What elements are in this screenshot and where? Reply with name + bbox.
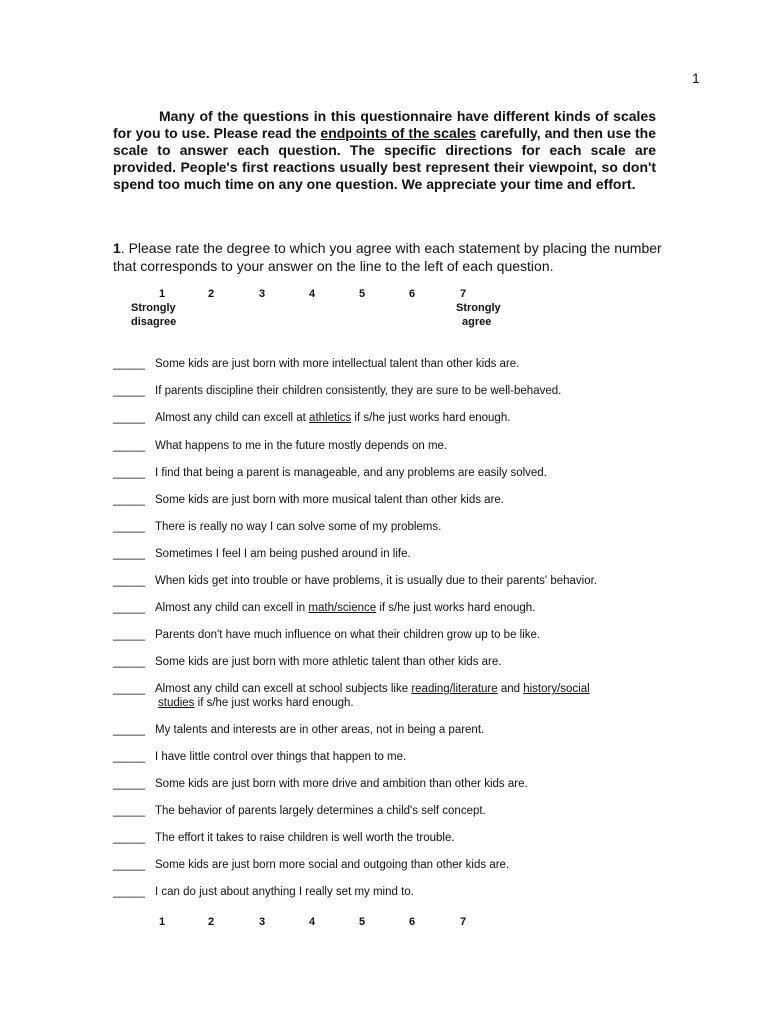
statement-text: Some kids are just born with more intellectual talent than other kids are.	[155, 358, 520, 370]
statement-text	[155, 411, 673, 425]
statement-item	[113, 601, 673, 628]
answer-blank[interactable]: _____	[113, 778, 145, 790]
statement-text: Some kids are just born with more athletic talent than other kids are.	[155, 656, 502, 668]
statement-text: The effort it takes to raise children is well worth the trouble.	[155, 832, 455, 844]
statement-text-part: if s/he just works hard enough.	[376, 602, 536, 614]
statement-item	[113, 628, 673, 655]
statement-text: If parents discipline their children consistently, they are sure to be well-behaved.	[155, 385, 562, 397]
scale-number-5: 5	[359, 916, 366, 928]
scale-number-4: 4	[309, 916, 316, 928]
answer-blank[interactable]: _____	[113, 602, 145, 614]
statement-text: Some kids are just born more social and outgoing than other kids are.	[155, 859, 510, 871]
statement-text: When kids get into trouble or have problems, it is usually due to their parents' behavior.	[155, 575, 597, 587]
statement-item	[113, 750, 673, 777]
scale-number-2: 2	[208, 288, 215, 300]
answer-blank[interactable]: _____	[113, 886, 145, 898]
statement-text: I find that being a parent is manageable, and any problems are easily solved.	[155, 467, 547, 479]
statement-text-part: if s/he just works hard enough.	[194, 697, 354, 709]
statement-text: Sometimes I feel I am being pushed around in life.	[155, 548, 411, 560]
scale-low-label-line1: Strongly	[131, 302, 176, 314]
answer-blank[interactable]: _____	[113, 724, 145, 736]
answer-blank[interactable]: _____	[113, 358, 145, 370]
scale-bottom	[0, 916, 770, 932]
intro-text-2: carefully, and then use the scale to answer each question. The specific directions for each scale are provided. People's first reactions usually best represent their viewpoint, so don't spend too much time on any one question. We appreciate your time and effort.	[113, 125, 657, 192]
scale-number-1: 1	[159, 288, 166, 300]
statement-item	[113, 831, 673, 858]
statement-item	[113, 466, 673, 493]
statement-list	[113, 357, 673, 912]
statement-text: Some kids are just born with more drive and ambition than other kids are.	[155, 778, 528, 790]
statement-item	[113, 723, 673, 750]
statement-text: I can do just about anything I really set my mind to.	[155, 886, 414, 898]
statement-text: What happens to me in the future mostly depends on me.	[155, 440, 448, 452]
statement-text-part: if s/he just works hard enough.	[351, 412, 511, 424]
scale-number-4: 4	[309, 288, 316, 300]
scale-number-3: 3	[259, 288, 266, 300]
statement-text: Parents don't have much influence on what their children grow up to be like.	[155, 629, 541, 641]
statement-item	[113, 384, 673, 411]
scale-number-6: 6	[409, 916, 416, 928]
intro-paragraph	[113, 108, 656, 193]
statement-item	[113, 574, 673, 601]
scale-low-label-line2: disagree	[131, 316, 177, 328]
answer-blank[interactable]: _____	[113, 656, 145, 668]
statement-text-part: Almost any child can excell at school subjects like	[155, 683, 412, 695]
statement-item	[113, 777, 673, 804]
statement-text	[155, 682, 673, 710]
statement-item	[113, 411, 673, 439]
statement-item	[113, 493, 673, 520]
statement-item	[113, 682, 673, 723]
statement-text: There is really no way I can solve some of my problems.	[155, 521, 442, 533]
scale-high-label-line1: Strongly	[456, 302, 501, 314]
answer-blank[interactable]: _____	[113, 751, 145, 763]
answer-blank[interactable]: _____	[113, 575, 145, 587]
answer-blank[interactable]: _____	[113, 412, 145, 424]
statement-underlined-text: studies	[158, 697, 195, 709]
scale-number-2: 2	[208, 916, 215, 928]
answer-blank[interactable]: _____	[113, 629, 145, 641]
statement-text: Some kids are just born with more musical talent than other kids are.	[155, 494, 504, 506]
scale-high-label-line2: agree	[462, 316, 492, 328]
statement-text-part: Almost any child can excell at	[155, 412, 310, 424]
scale-top	[0, 288, 770, 334]
answer-blank[interactable]: _____	[113, 494, 145, 506]
scale-number-1: 1	[159, 916, 166, 928]
answer-blank[interactable]: _____	[113, 805, 145, 817]
intro-underlined-text: endpoints of the scales	[320, 125, 477, 141]
statement-text	[155, 601, 673, 615]
statement-item	[113, 357, 673, 384]
scale-number-5: 5	[359, 288, 366, 300]
question-1-instructions	[113, 239, 673, 275]
answer-blank[interactable]: _____	[113, 683, 145, 695]
scale-number-7: 7	[460, 288, 467, 300]
statement-text-line2	[155, 696, 673, 710]
answer-blank[interactable]: _____	[113, 859, 145, 871]
statement-item	[113, 858, 673, 885]
answer-blank[interactable]: _____	[113, 832, 145, 844]
statement-item	[113, 804, 673, 831]
answer-blank[interactable]: _____	[113, 440, 145, 452]
statement-item	[113, 655, 673, 682]
scale-number-7: 7	[460, 916, 467, 928]
question-number: 1	[113, 240, 121, 256]
statement-underlined-text: reading/literature	[411, 683, 498, 695]
statement-text: The behavior of parents largely determines a child's self concept.	[155, 805, 486, 817]
answer-blank[interactable]: _____	[113, 385, 145, 397]
scale-number-3: 3	[259, 916, 266, 928]
statement-item	[113, 439, 673, 466]
statement-item	[113, 885, 673, 912]
scale-number-6: 6	[409, 288, 416, 300]
statement-item	[113, 547, 673, 574]
statement-underlined-text: history/social	[523, 683, 590, 695]
answer-blank[interactable]: _____	[113, 467, 145, 479]
intro-text-1: Many of the questions in this questionnaire have different kinds of scales for you to use. Please read the	[113, 108, 656, 141]
statement-text: I have little control over things that happen to me.	[155, 751, 407, 763]
statement-item	[113, 520, 673, 547]
statement-underlined-text: athletics	[309, 412, 352, 424]
statement-text-part: Almost any child can excell in	[155, 602, 309, 614]
statement-text-part: and	[497, 683, 524, 695]
statement-text: My talents and interests are in other areas, not in being a parent.	[155, 724, 485, 736]
answer-blank[interactable]: _____	[113, 521, 145, 533]
statement-underlined-text: math/science	[308, 602, 377, 614]
answer-blank[interactable]: _____	[113, 548, 145, 560]
page-number: 1	[692, 70, 700, 86]
question-text: . Please rate the degree to which you agree with each statement by placing the number that corresponds to your answer on the line to the left of each question.	[113, 240, 662, 274]
